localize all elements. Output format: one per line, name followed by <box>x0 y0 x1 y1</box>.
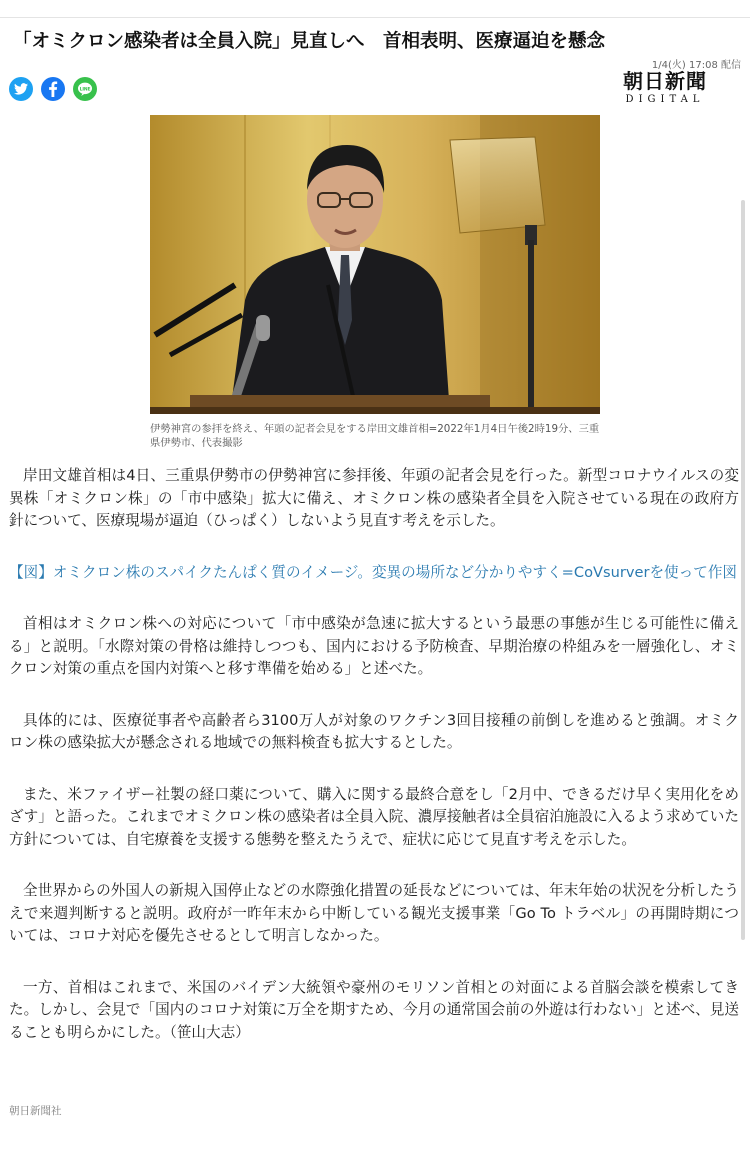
publish-date: 1/4(火) 17:08 配信 <box>651 60 741 71</box>
twitter-icon[interactable] <box>9 77 33 101</box>
article-paragraph: 全世界からの外国人の新規入国停止などの水際強化措置の延長などについては、年末年始の状況を分析したうえで来週判断すると説明。政府が一昨年末から中断している観光支援事業「Go To トラベル」の再開時期については、コロナ対応を優先させるとして明言しなかった。 <box>9 882 739 944</box>
top-divider <box>0 17 750 18</box>
share-bar <box>9 77 97 101</box>
svg-text:LINE: LINE <box>79 87 91 93</box>
figure-link[interactable]: 【図】オミクロン株のスパイクたんぱく質のイメージ。変異の場所など分かりやすく=CoVsurverを使って作図 <box>9 563 738 581</box>
article-paragraph: 岸田文雄首相は4日、三重県伊勢市の伊勢神宮に参拝後、年頭の記者会見を行った。新型コロナウイルスの変異株「オミクロン株」の「市中感染」拡大に備え、オミクロン株の感染者全員を入院させている現在の政府方針について、医療現場が逼迫（ひっぱく）しないよう見直す考えを示した。 <box>9 467 739 529</box>
asahi-digital-logo[interactable] <box>606 70 724 106</box>
article-paragraph: 具体的には、医療従事者や高齢者ら3100万人が対象のワクチン3回目接種の前倒しを進めると強調。オミクロン株の感染拡大が懸念される地域での無料検査も拡大するとした。 <box>9 711 739 751</box>
article-paragraph: また、米ファイザー社製の経口薬について、購入に関する最終合意をし「2月中、できるだけ早く実用化をめざす」と語った。これまでオミクロン株の感染者は全員入院、濃厚接触者は全員宿泊施設に入るよう求めていた方針については、自宅療養を支援する態勢を整えたうえで、症状に応じて見直す考えを示した。 <box>9 785 739 848</box>
article-paragraph: 一方、首相はこれまで、米国のバイデン大統領や豪州のモリソン首相との対面による首脳会談を模索してきた。しかし、会見で「国内のコロナ対策に万全を期すため、今月の通常国会前の外遊は行わない」と述べ、見送ることも明らかにした。（笹山大志） <box>9 978 739 1041</box>
article-photo <box>150 115 600 414</box>
scrollbar[interactable] <box>741 200 745 940</box>
photo-caption: 伊勢神宮の参拝を終え、年頭の記者会見をする岸田文雄首相=2022年1月4日午後2時19分、三重県伊勢市、代表撮影 <box>150 423 600 449</box>
line-icon[interactable] <box>73 77 97 101</box>
logo-sub: DIGITAL <box>625 94 705 105</box>
facebook-icon[interactable] <box>41 77 65 101</box>
article-body <box>9 465 739 1073</box>
article-headline: 「オミクロン感染者は全員入院」見直しへ 首相表明、医療逼迫を懸念 <box>13 31 606 52</box>
article-source: 朝日新聞社 <box>9 1105 62 1117</box>
article-paragraph: 首相はオミクロン株への対応について「市中感染が急速に拡大するという最悪の事態が生じる可能性に備える」と説明。「水際対策の骨格は維持しつつも、国内における予防検査、早期治療の枠組みを一層強化し、オミクロン対策の重点を国内対策へと移す準備を始める」と述べた。 <box>9 615 739 677</box>
logo-name: 朝日新聞 <box>623 69 707 93</box>
